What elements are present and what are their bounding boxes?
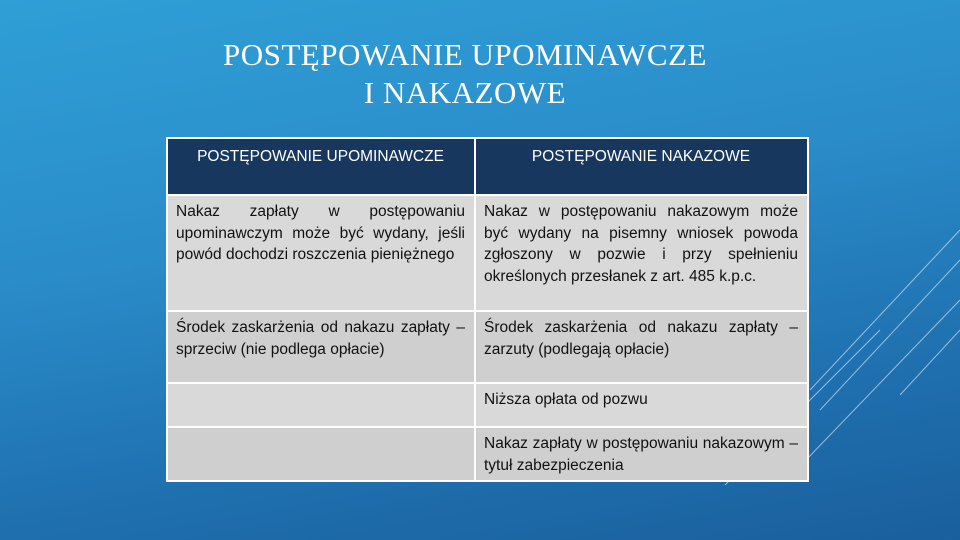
table-row [167,427,808,481]
table-cell: Nakaz zapłaty w postępowaniu upominawczym może być wydany, jeśli powód dochodzi roszczenia pieniężnego [167,195,475,311]
table-header-row [167,138,808,195]
title-line-1: POSTĘPOWANIE UPOMINAWCZE [223,37,707,72]
table-cell: Niższa opłata od pozwu [475,383,808,427]
header-nakazowe: POSTĘPOWANIE NAKAZOWE [475,138,808,195]
header-upominawcze: POSTĘPOWANIE UPOMINAWCZE [167,138,475,195]
table-cell: Środek zaskarżenia od nakazu zapłaty – sprzeciw (nie podlega opłacie) [167,311,475,383]
table-cell: Nakaz w postępowaniu nakazowym może być wydany na pisemny wniosek powoda zgłoszony w pozwie i przy spełnieniu określonych przesłanek z art. 485 k.p.c. [475,195,808,311]
page-title [160,36,770,112]
table-cell: Nakaz zapłaty w postępowaniu nakazowym – tytuł zabezpieczenia [475,427,808,481]
table-row [167,195,808,311]
title-line-2: I NAKAZOWE [363,75,567,110]
table-row [167,383,808,427]
table-cell [167,427,475,481]
comparison-table [166,137,809,482]
table-row [167,311,808,383]
table-cell [167,383,475,427]
table-cell: Środek zaskarżenia od nakazu zapłaty – zarzuty (podlegają opłacie) [475,311,808,383]
